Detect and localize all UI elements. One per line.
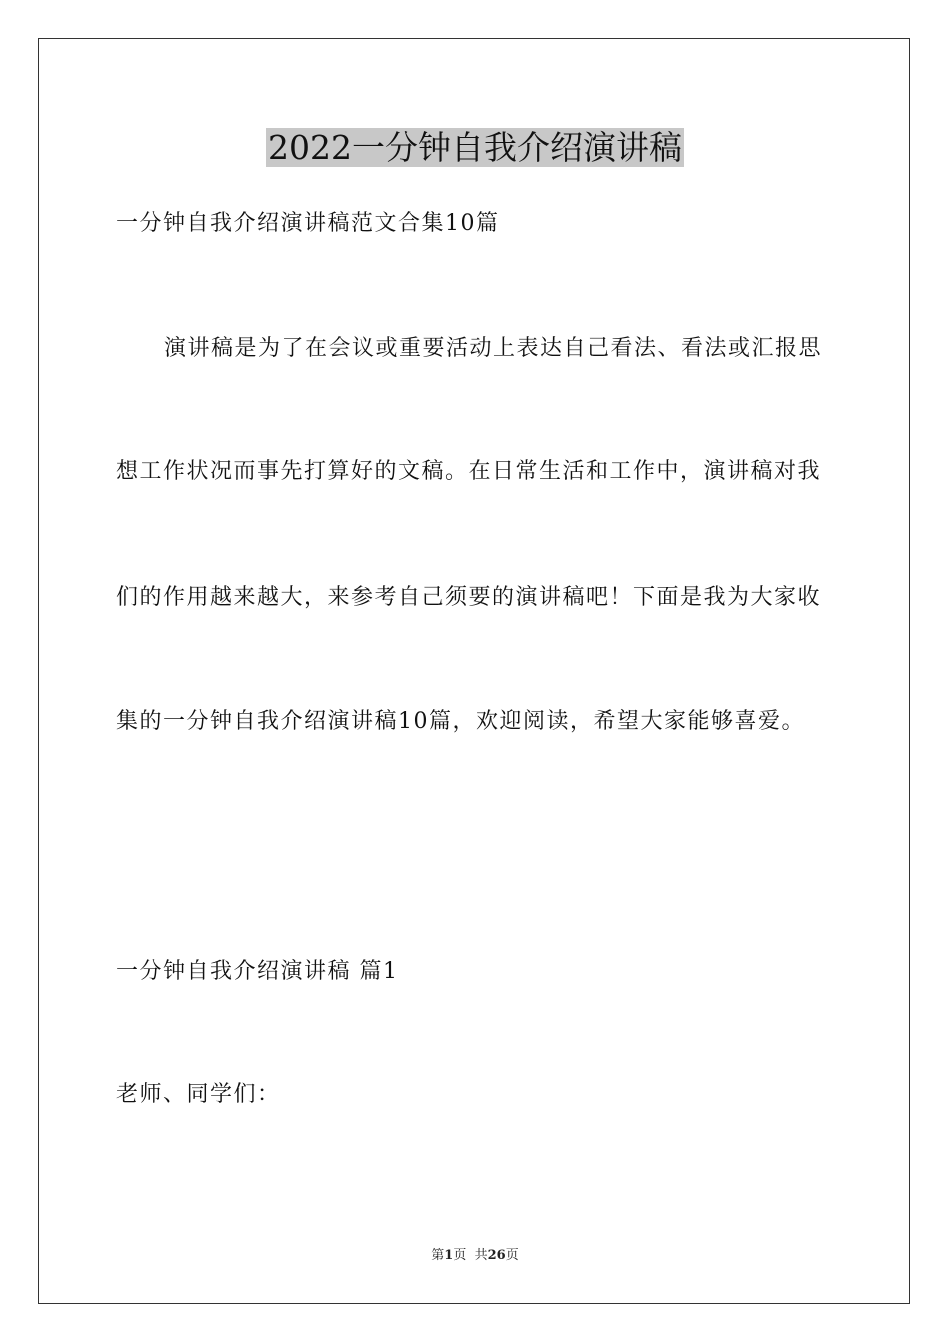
intro-line-4: 集的一分钟自我介绍演讲稿10篇，欢迎阅读，希望大家能够喜爱。 <box>116 709 805 734</box>
section-heading: 一分钟自我介绍演讲稿 篇1 <box>116 959 399 984</box>
footer-current-page: 1 <box>444 1248 454 1263</box>
footer-suffix: 页 <box>505 1248 519 1263</box>
document-title-text: 2022一分钟自我介绍演讲稿 <box>268 128 682 167</box>
intro-line-1: 演讲稿是为了在会议或重要活动上表达自己看法、看法或汇报思 <box>164 336 823 361</box>
greeting-line: 老师、同学们： <box>116 1082 281 1107</box>
intro-line-2: 想工作状况而事先打算好的文稿。在日常生活和工作中，演讲稿对我 <box>116 459 822 484</box>
intro-line-3: 们的作用越来越大，来参考自己须要的演讲稿吧！下面是我为大家收 <box>116 585 822 610</box>
page-footer <box>0 1247 950 1265</box>
footer-prefix: 第 <box>431 1248 445 1263</box>
footer-total-pages: 26 <box>487 1248 506 1263</box>
document-subtitle: 一分钟自我介绍演讲稿范文合集10篇 <box>116 211 500 236</box>
document-title <box>0 126 950 170</box>
footer-mid: 页 共 <box>453 1248 488 1263</box>
